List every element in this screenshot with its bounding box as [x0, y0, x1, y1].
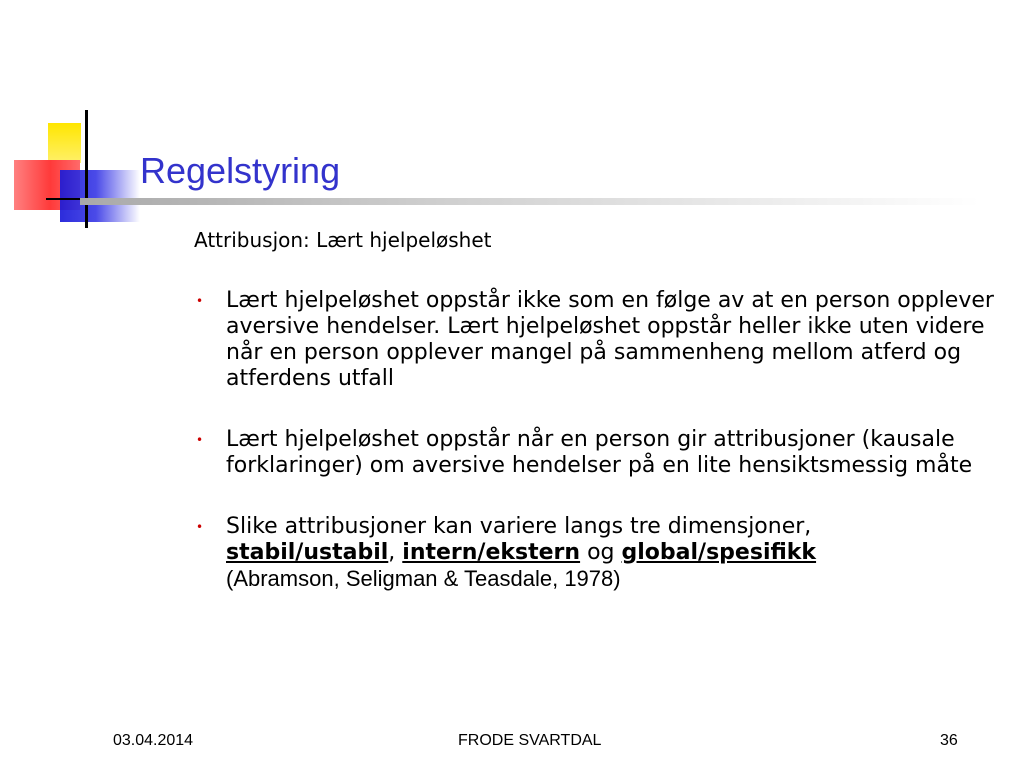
footer-date: 03.04.2014: [113, 732, 194, 749]
bullet-text: Lært hjelpeløshet oppstår når en person gir attribusjoner (kausale forklaringer) om aversive hendelser på en lite hensiktsmessig måte: [226, 427, 973, 478]
separator-comma: ,: [388, 540, 396, 565]
slide-subtitle: Attribusjon: Lært hjelpeløshet: [194, 228, 492, 252]
bullet-text: Lært hjelpeløshet oppstår ikke som en følge av at en person opplever aversive hendelser. Lært hjelpeløshet oppstår heller ikke uten videre når en person opplever mangel på sammenheng mellom atferd og atferdens utfall: [226, 288, 994, 391]
bullet-item: [194, 427, 994, 479]
footer-page-number: 36: [940, 732, 958, 749]
bullet-list: [194, 288, 994, 593]
bullet-item: [194, 288, 994, 392]
bullet-dot-icon: •: [196, 294, 204, 308]
logo-vertical-line: [85, 110, 88, 228]
bullet-item: [194, 514, 994, 593]
slide-content: [194, 228, 994, 628]
dimension-internal-external: intern/ekstern: [402, 540, 581, 565]
bullet-dot-icon: •: [196, 520, 204, 534]
citation: (Abramson, Seligman & Teasdale, 1978): [226, 566, 621, 591]
logo-blue-square: [60, 170, 140, 222]
bullet-intro-text: Slike attribusjoner kan variere langs tre dimensjoner,: [226, 514, 812, 539]
logo-yellow-square: [48, 123, 81, 163]
slide-title: Regelstyring: [140, 150, 341, 191]
dimension-stable-unstable: stabil/ustabil: [226, 540, 389, 565]
footer-author: FRODE SVARTDAL: [458, 732, 602, 749]
title-divider: [80, 198, 980, 205]
bullet-dot-icon: •: [196, 433, 204, 447]
separator-og: og: [587, 540, 615, 565]
dimension-global-specific: global/spesifikk: [621, 540, 817, 565]
